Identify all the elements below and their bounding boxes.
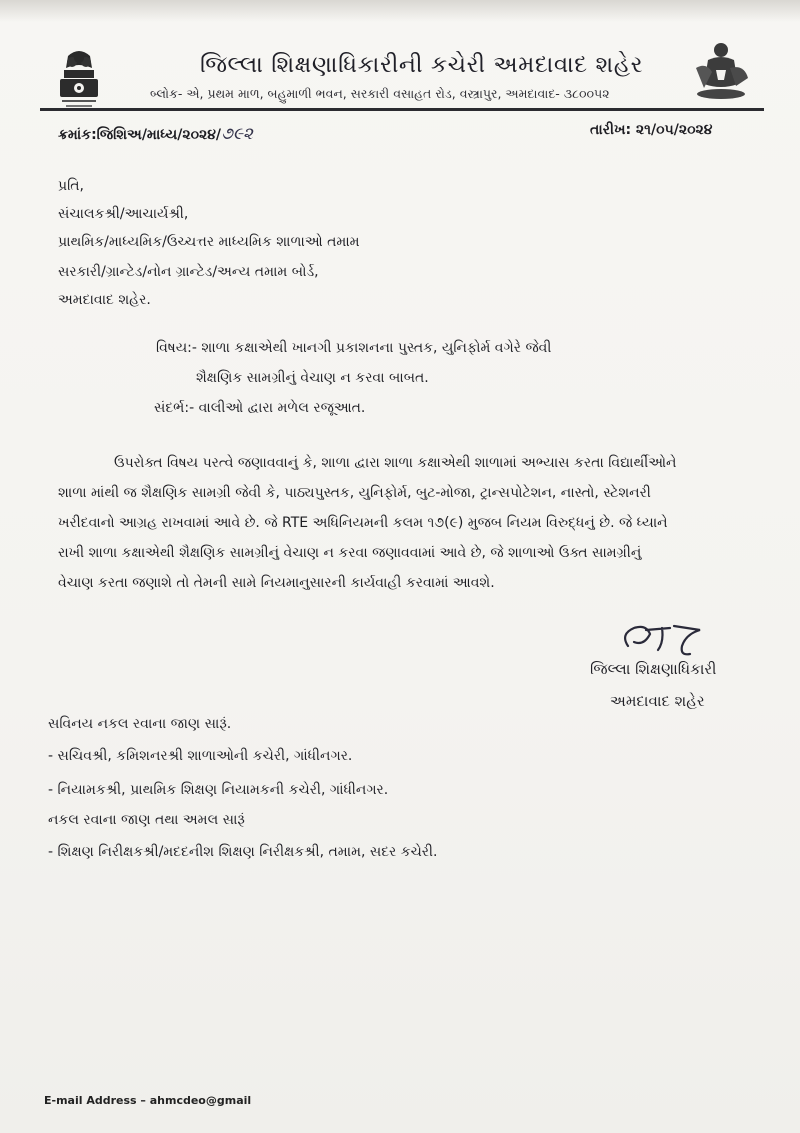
copy-item-1: - સચિવશ્રી, કમિશનરશ્રી શાળાઓની કચેરી, ગાંધીનગર. bbox=[48, 748, 353, 764]
top-shadow bbox=[0, 0, 800, 22]
body-line-2: શાળા માંથી જ શૈક્ષણિક સામગ્રી જેવી કે, પાઠ્યપુસ્તક, યુનિફોર્મ, બુટ-મોજા, ટ્રાન્સપોટેશન, નાસ્તો, સ્ટેશનરી bbox=[58, 485, 651, 501]
recipient-line-4: અમદાવાદ શહેર. bbox=[58, 292, 151, 308]
recipient-line-1: સંચાલકશ્રી/આચાર્યશ્રી, bbox=[58, 206, 189, 222]
reference-number bbox=[58, 124, 253, 144]
copy-heading-1: સવિનય નકલ રવાના જાણ સારૂં. bbox=[48, 716, 232, 732]
letter-body bbox=[58, 448, 748, 598]
office-address: બ્લોક- એ, પ્રથમ માળ, બહુમાળી ભવન, સરકારી વસાહત રોડ, વસ્ત્રાપુર, અમદાવાદ- ૩૮૦૦૫૨ bbox=[150, 86, 610, 101]
copy-item-3: - શિક્ષણ નિરીક્ષકશ્રી/મદદનીશ શિક્ષણ નિરીક્ષકશ્રી, તમામ, સદર કચેરી. bbox=[48, 844, 438, 860]
recipient-line-2: પ્રાથમિક/માધ્યમિક/ઉચ્ચત્તર માધ્યમિક શાળાઓ તમામ bbox=[58, 234, 360, 250]
letter-date: તારીખ: ૨૧/૦૫/૨૦૨૪ bbox=[590, 122, 713, 138]
saraswati-seal-icon bbox=[690, 38, 752, 102]
subject-line-2: શૈક્ષણિક સામગ્રીનું વેચાણ ન કરવા બાબત. bbox=[196, 370, 429, 386]
body-line-1: ઉપરોક્ત વિષય પરત્વે જણાવવાનું કે, શાળા દ્વારા શાળા કક્ષાએથી શાળામાં અભ્યાસ કરતા વિદ્યાર્થીઓને bbox=[114, 455, 677, 471]
recipient-prati: પ્રતિ, bbox=[58, 178, 84, 194]
handwritten-signature bbox=[616, 616, 716, 660]
body-line-4: રાખી શાળા કક્ષાએથી શૈક્ષણિક સામગ્રીનું વેચાણ ન કરવા જણાવવામાં આવે છે, જે શાળાઓ ઉક્ત સામગ્રીનું bbox=[58, 545, 642, 561]
signatory-place: અમદાવાદ શહેર bbox=[610, 692, 705, 710]
subject-reference: સંદર્ભ:- વાલીઓ દ્વારા મળેલ રજૂઆત. bbox=[154, 400, 366, 416]
copy-heading-2: નકલ રવાના જાણ તથા અમલ સારૂં bbox=[48, 812, 245, 828]
reference-handwritten-number: ૭૯૨ bbox=[221, 124, 253, 144]
recipient-line-3: સરકારી/ગ્રાન્ટેડ/નોન ગ્રાન્ટેડ/અન્ય તમામ બોર્ડ, bbox=[58, 264, 319, 280]
copy-item-2: - નિયામકશ્રી, પ્રાથમિક શિક્ષણ નિયામકની કચેરી, ગાંધીનગર. bbox=[48, 782, 389, 798]
header-divider bbox=[40, 108, 764, 111]
body-line-3: ખરીદવાનો આગ્રહ રાખવામાં આવે છે. જે RTE અધિનિયમની કલમ ૧૭(૯) મુજબ નિયમ વિરુદ્ધનું છે. જે ધ્યાને bbox=[58, 515, 668, 531]
signatory-designation: જિલ્લા શિક્ષણાધિકારી bbox=[590, 660, 717, 678]
footer-email: E-mail Address – ahmcdeo@gmail bbox=[44, 1094, 252, 1107]
office-title: જિલ્લા શિક્ષણાધિકારીની કચેરી અમદાવાદ શહેર bbox=[200, 52, 643, 78]
reference-number-text: ક્રમાંક:જિશિઅ/માધ્ય/૨૦૨૪/ bbox=[58, 127, 222, 143]
subject-line-1: વિષય:- શાળા કક્ષાએથી ખાનગી પ્રકાશનના પુસ્તક, યુનિફોર્મ વગેરે જેવી bbox=[156, 340, 552, 356]
body-line-5: વેચાણ કરતા જણાશે તો તેમની સામે નિયમાનુસારની કાર્યવાહી કરવામાં આવશે. bbox=[58, 575, 495, 591]
ashoka-emblem-icon bbox=[52, 48, 106, 110]
